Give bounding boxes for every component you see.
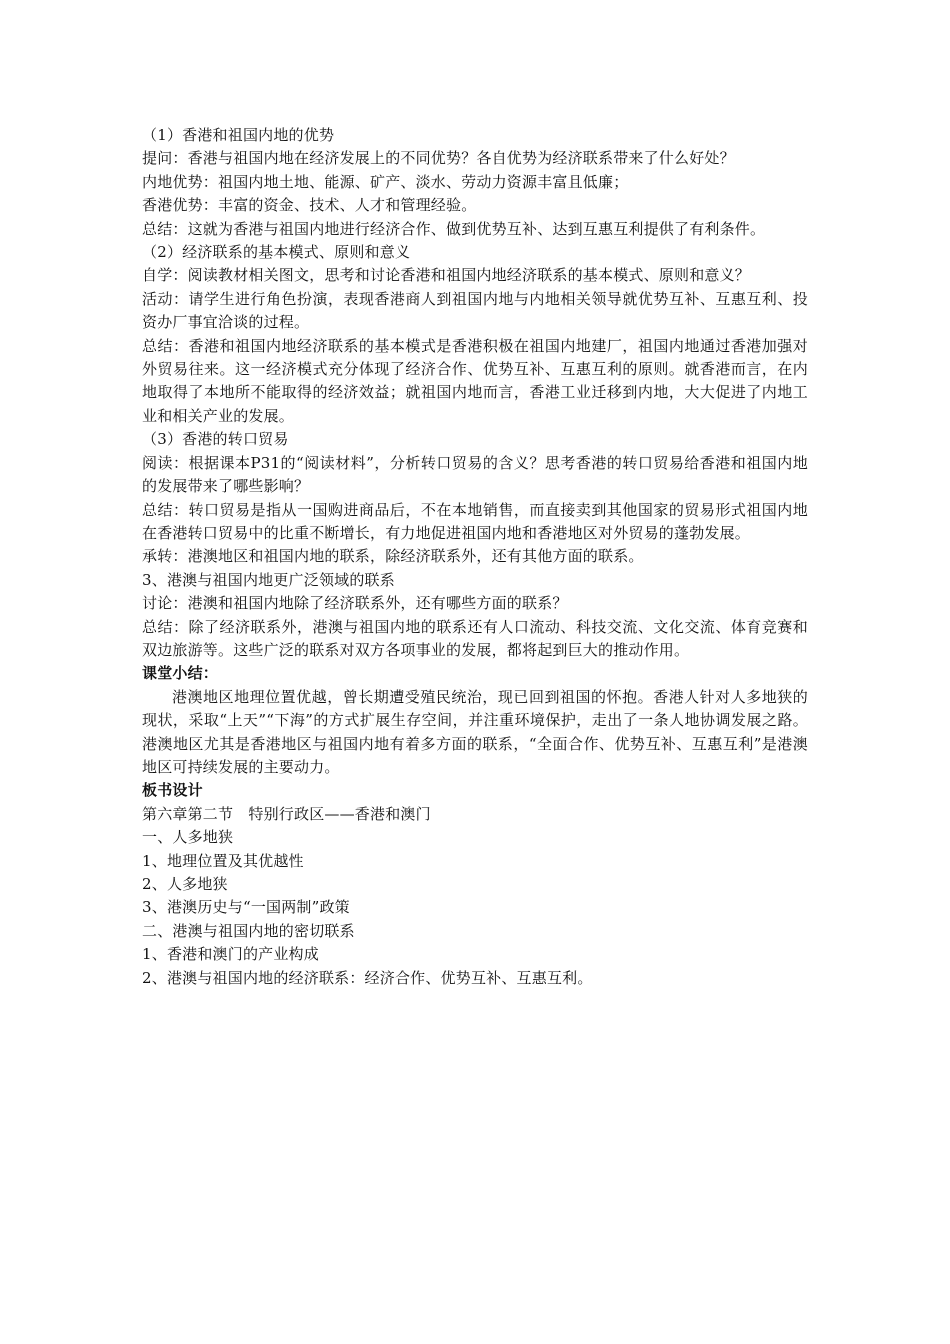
board-line-7: 2、港澳与祖国内地的经济联系：经济合作、优势互补、互惠互利。 xyxy=(142,968,593,987)
section-heading-economic-model: （2）经济联系的基本模式、原则和意义 xyxy=(142,243,411,262)
board-design-heading: 板书设计 xyxy=(142,781,203,800)
summary-paragraph-2: 总结：香港和祖国内地经济联系的基本模式是香港积极在祖国内地建厂，祖国内地通过香港加强对外贸易往来。这一经济模式充分体现了经济合作、优势互补、互惠互利的原则。就香港而言，在内地取得了本地所不能取得的经济效益；就祖国内地而言，香港工业迁移到内地，大大促进了内地工业和相关产业的发展。 xyxy=(142,336,808,425)
hongkong-advantage-paragraph: 香港优势：丰富的资金、技术、人才和管理经验。 xyxy=(142,196,477,215)
summary-paragraph-4: 总结：除了经济联系外，港澳与祖国内地的联系还有人口流动、科技交流、文化交流、体育竞赛和双边旅游等。这些广泛的联系对双方各项事业的发展，都将起到巨大的推动作用。 xyxy=(142,617,808,659)
self-study-paragraph: 自学：阅读教材相关图文，思考和讨论香港和祖国内地经济联系的基本模式、原则和意义？ xyxy=(142,266,751,285)
board-line-2: 1、地理位置及其优越性 xyxy=(142,851,304,870)
section-heading-broader-ties: 3、港澳与祖国内地更广泛领域的联系 xyxy=(142,570,395,589)
mainland-advantage-paragraph: 内地优势：祖国内地土地、能源、矿产、淡水、劳动力资源丰富且低廉； xyxy=(142,172,629,191)
activity-paragraph: 活动：请学生进行角色扮演，表现香港商人到祖国内地与内地相关领导就优势互补、互惠互利、投资办厂事宜洽谈的过程。 xyxy=(142,289,808,332)
section-heading-entrepot-trade: （3）香港的转口贸易 xyxy=(142,430,289,449)
class-summary-heading: 课堂小结： xyxy=(142,664,219,683)
board-line-3: 2、人多地狭 xyxy=(142,875,228,893)
board-line-6: 1、香港和澳门的产业构成 xyxy=(142,945,319,964)
class-summary-text: 港澳地区地理位置优越，曾长期遭受殖民统治，现已回到祖国的怀抱。香港人针对人多地狭的现状，采取“上天”“下海”的方式扩展生存空间，并注重环境保护，走出了一条人地协调发展之路。港澳地区尤其是香港地区与祖国内地有着多方面的联系，“全面合作、优势互补、互惠互利”是港澳地区可持续发展的主要动力。 xyxy=(142,687,808,776)
board-line-1: 一、人多地狭 xyxy=(142,828,234,847)
document-body xyxy=(142,124,808,990)
board-line-5: 二、港澳与祖国内地的密切联系 xyxy=(142,921,355,940)
transition-paragraph: 承转：港澳地区和祖国内地的联系，除经济联系外，还有其他方面的联系。 xyxy=(142,547,644,566)
summary-paragraph-3: 总结：转口贸易是指从一国购进商品后，不在本地销售，而直接卖到其他国家的贸易形式祖国内地在香港转口贸易中的比重不断增长，有力地促进祖国内地和香港地区对外贸易的蓬勃发展。 xyxy=(142,500,808,542)
board-line-chapter: 第六章第二节 特别行政区——香港和澳门 xyxy=(142,804,431,823)
discussion-paragraph: 讨论：港澳和祖国内地除了经济联系外，还有哪些方面的联系？ xyxy=(142,594,568,613)
question-paragraph: 提问：香港与祖国内地在经济发展上的不同优势？各自优势为经济联系带来了什么好处？ xyxy=(142,149,735,168)
summary-paragraph-1: 总结：这就为香港与祖国内地进行经济合作、做到优势互补、达到互惠互利提供了有利条件。 xyxy=(142,219,766,238)
board-line-4: 3、港澳历史与“一国两制”政策 xyxy=(142,898,350,917)
section-heading-advantages: （1）香港和祖国内地的优势 xyxy=(142,126,335,144)
reading-paragraph: 阅读：根据课本P31的“阅读材料”，分析转口贸易的含义？思考香港的转口贸易给香港和祖国内地的发展带来了哪些影响？ xyxy=(142,453,808,496)
